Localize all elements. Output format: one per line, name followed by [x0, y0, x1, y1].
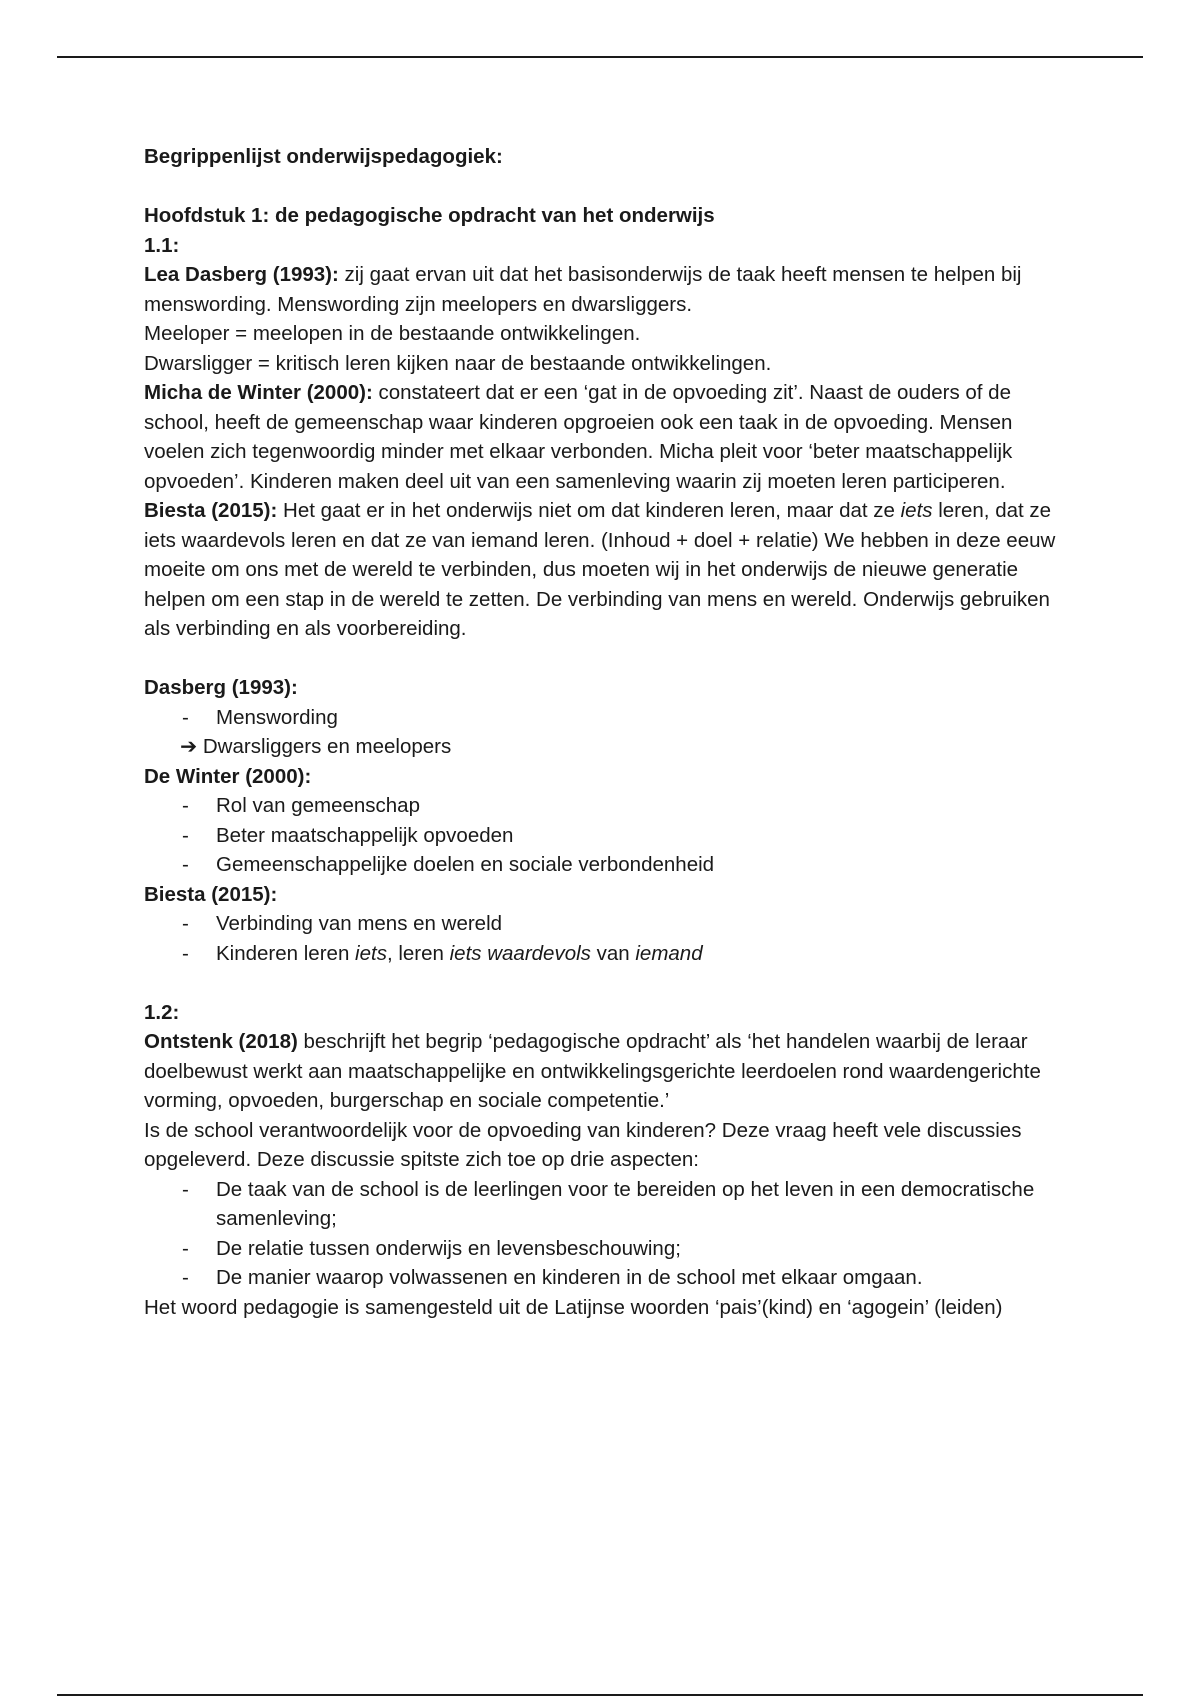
biesta-paragraph: Biesta (2015): Het gaat er in het onderwijs niet om dat kinderen leren, maar dat ze iets leren, dat ze iets waardevols leren en dat ze van iemand leren. (Inhoud + doel + relatie) We hebben in deze eeuw moeite om ons met de wereld te verbinden, dus moeten wij in het onderwijs de nieuwe generatie helpen om een stap in de wereld te zetten. De verbinding van mens en wereld. Onderwijs gebruiken als verbinding en als voorbereiding.	[144, 499, 1056, 640]
list-item: - Gemeenschappelijke doelen en sociale verbondenheid	[144, 850, 1064, 880]
list-item: - Beter maatschappelijk opvoeden	[144, 821, 1064, 851]
section-label-1-1: 1.1:	[144, 233, 180, 257]
summary-biesta-list	[144, 909, 1064, 968]
dasberg-paragraph: Lea Dasberg (1993): zij gaat ervan uit dat het basisonderwijs de taak heeft mensen te helpen bij menswording. Menswording zijn meelopers en dwarsliggers.	[144, 263, 1022, 316]
list-item: - De taak van de school is de leerlingen voor te bereiden op het leven in een democratische samenleving;	[144, 1175, 1064, 1234]
aspects-list	[144, 1175, 1064, 1293]
summary-winter-heading: De Winter (2000):	[144, 764, 312, 788]
summary-dasberg-arrow-item: ➔ Dwarsliggers en meelopers	[180, 735, 452, 758]
summary-dasberg-list	[144, 703, 1064, 733]
list-item: - Menswording	[144, 703, 1064, 733]
list-item: - De relatie tussen onderwijs en levensbeschouwing;	[144, 1234, 1064, 1264]
footer-rule	[57, 1694, 1143, 1696]
origin-paragraph: Het woord pedagogie is samengesteld uit de Latijnse woorden ‘pais’(kind) en ‘agogein’ (leiden)	[144, 1295, 1003, 1319]
list-item: - Kinderen leren iets, leren iets waardevols van iemand	[144, 939, 1064, 969]
question-paragraph: Is de school verantwoordelijk voor de opvoeding van kinderen? Deze vraag heeft vele discussies opgeleverd. Deze discussie spitste zich toe op drie aspecten:	[144, 1118, 1022, 1171]
list-item: - Rol van gemeenschap	[144, 791, 1064, 821]
summary-winter-list	[144, 791, 1064, 880]
summary-dasberg-heading: Dasberg (1993):	[144, 676, 298, 699]
list-item: - De manier waarop volwassenen en kinderen in de school met elkaar omgaan.	[144, 1263, 1064, 1293]
list-item: - Verbinding van mens en wereld	[144, 909, 1064, 939]
document-title: Begrippenlijst onderwijspedagogiek:	[144, 145, 503, 168]
summary-biesta-heading: Biesta (2015):	[144, 882, 278, 906]
meeloper-definition: Meeloper = meelopen in de bestaande ontwikkelingen.	[144, 322, 641, 345]
ontstenk-paragraph: Ontstenk (2018) beschrijft het begrip ‘pedagogische opdracht’ als ‘het handelen waarbij de leraar doelbewust werkt aan maatschappelijke en ontwikkelingsgerichte leerdoelen rond waardengerichte vorming, opvoeden, burgerschap en sociale competentie.’	[144, 1030, 1041, 1112]
arrow-right-icon: ➔	[180, 735, 203, 758]
header-rule	[57, 56, 1143, 58]
chapter-heading: Hoofdstuk 1: de pedagogische opdracht van het onderwijs	[144, 204, 715, 227]
section-label-1-2: 1.2:	[144, 1000, 180, 1024]
document-page	[144, 142, 1064, 1322]
dwarsligger-definition: Dwarsligger = kritisch leren kijken naar de bestaande ontwikkelingen.	[144, 351, 772, 375]
winter-paragraph: Micha de Winter (2000): constateert dat er een ‘gat in de opvoeding zit’. Naast de ouders of de school, heeft de gemeenschap waar kinderen opgroeien ook een taak in de opvoeding. Mensen voelen zich tegenwoordig minder met elkaar verbonden. Micha pleit voor ‘beter maatschappelijk opvoeden’. Kinderen maken deel uit van een samenleving waarin zij moeten leren participeren.	[144, 381, 1013, 493]
